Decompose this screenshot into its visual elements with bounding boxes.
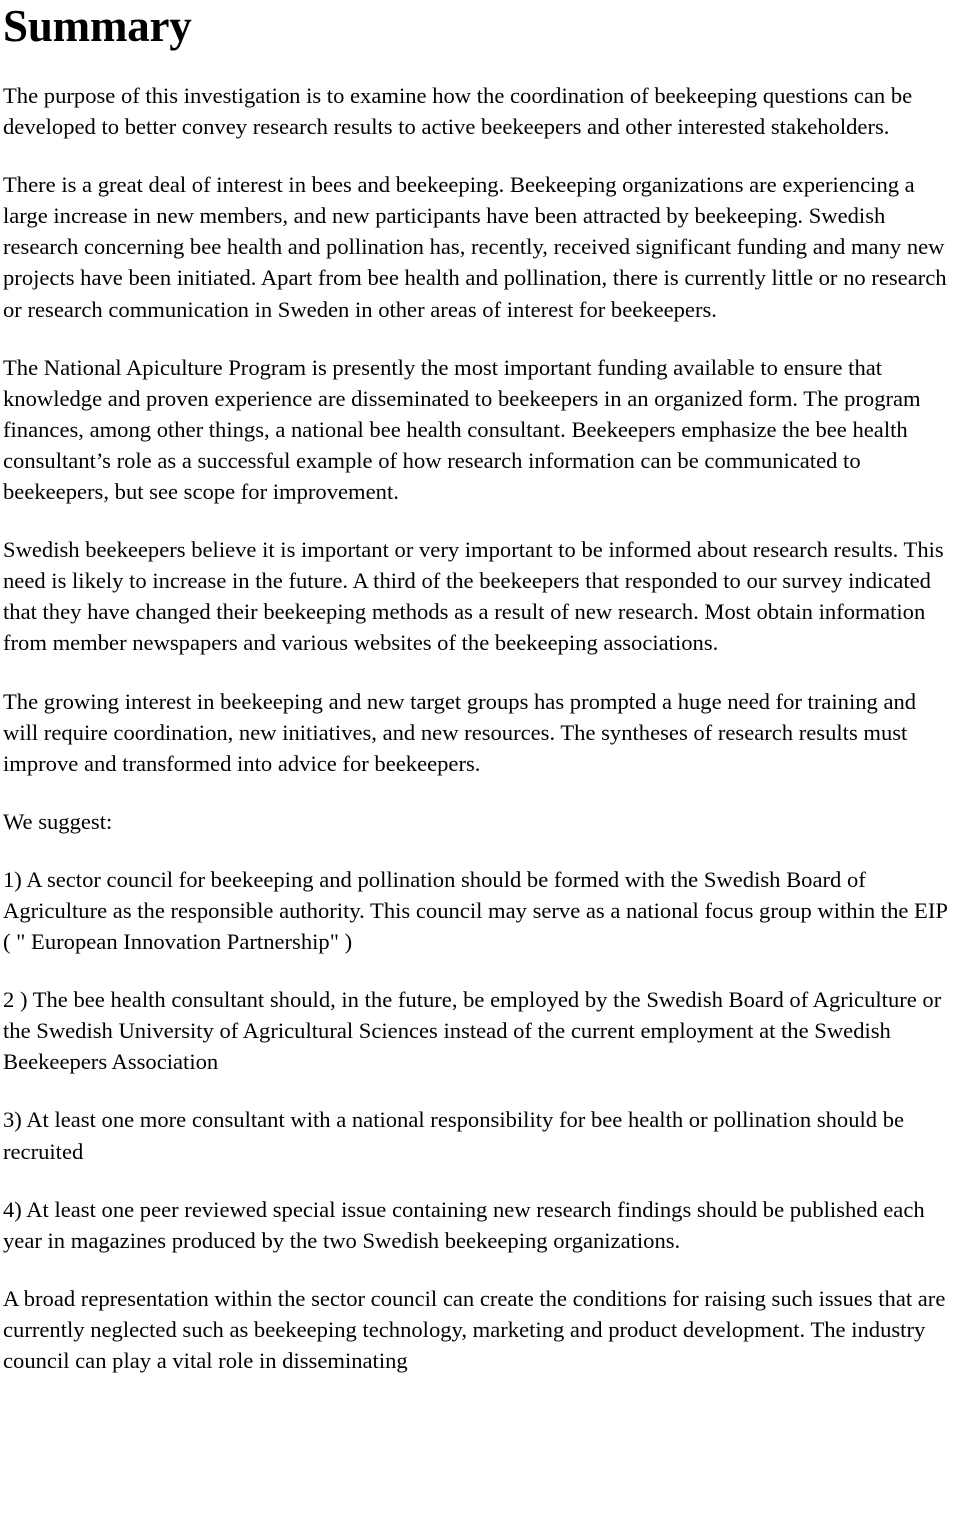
paragraph-research-results: Swedish beekeepers believe it is important or very important to be informed about research results. This need is likely to increase in the future. A third of the beekeepers that responded to our survey indicated that they have changed their beekeeping methods as a result of new research. Most obtain information from member newspapers and various websites of the beekeeping associations. [3,537,944,656]
paragraph-growing-interest: The growing interest in beekeeping and new target groups has prompted a huge need for training and will require coordination, new initiatives, and new resources. The syntheses of research results must improve and transformed into advice for beekeepers. [3,688,917,776]
suggestion-item-2: 2 ) The bee health consultant should, in the future, be employed by the Swedish Board of Agriculture or the Swedish University of Agricultural Sciences instead of the current employment at the Swedish Beekeepers Association [3,987,942,1075]
paragraph-interest: There is a great deal of interest in bees and beekeeping. Beekeeping organizations are experiencing a large increase in new members, and new participants have been attracted by beekeeping. Swedish research concerning bee health and pollination has, recently, received significant funding and many new projects have been initiated. Apart from bee health and pollination, there is currently little or no research or research communication in Sweden in other areas of interest for beekeepers. [3,172,947,322]
paragraph-apiculture-program: The National Apiculture Program is presently the most important funding available to ensure that knowledge and proven experience are disseminated to beekeepers in an organized form. The program finances, among other things, a national bee health consultant. Beekeepers emphasize the bee health consultant’s role as a successful example of how research information can be communicated to beekeepers, but see scope for improvement. [3,354,921,505]
page-title: Summary [3,1,192,51]
paragraph-we-suggest: We suggest: [3,808,113,834]
suggestion-item-1: 1) A sector council for beekeeping and pollination should be formed with the Swedish Board of Agriculture as the responsible authority. This council may serve as a national focus group within the EIP ( " European Innovation Partnership" ) [3,866,948,955]
suggestion-item-3: 3) At least one more consultant with a national responsibility for bee health or pollination should be recruited [3,1107,905,1164]
paragraph-broad-representation: A broad representation within the sector council can create the conditions for raising such issues that are currently neglected such as beekeeping technology, marketing and product development. The industry council can play a vital role in disseminating [3,1285,946,1373]
suggestion-item-4: 4) At least one peer reviewed special issue containing new research findings should be published each year in magazines produced by the two Swedish beekeeping organizations. [3,1196,925,1253]
paragraph-purpose: The purpose of this investigation is to examine how the coordination of beekeeping questions can be developed to better convey research results to active beekeepers and other interested stakeholders. [3,83,913,140]
